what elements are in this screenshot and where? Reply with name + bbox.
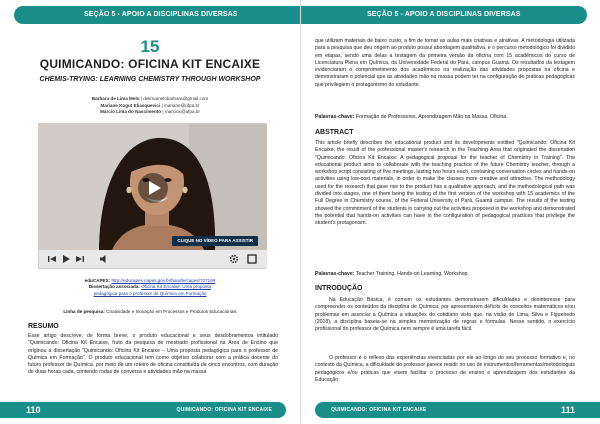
research-line [0,309,300,314]
introduction-heading: INTRODUÇÃO [315,285,363,292]
author-name: Márcio Lima do Nascimento [100,109,162,115]
footer-right [315,402,600,418]
play-icon[interactable] [138,173,168,203]
keywords-pt [315,114,575,121]
introduction-paragraph-2: O professor é o reflexo das experiências vivenciadas por ele ao longo do seu processo formativo e, no contexto da Química, a dificuldade do professor parece residir no uso de instrumentos/ferramentas/metodologias pedagógicos e/ou práticas que visem facilitar o processo de ensino e aprendizagem dos estudantes da Educação [315,355,575,383]
volume-icon[interactable] [99,254,109,264]
keywords-en-text: Teacher Training. Hands-on Learning. Workshop. [355,271,469,277]
educapes-link[interactable]: http://educapes.capes.gov.br/handle/capes/727169 [111,278,216,283]
research-text: Criatividade e Inovação em Processos e Produtos Educacionais [106,309,237,314]
chapter-number: 15 [140,37,160,56]
right-page [300,0,600,424]
author-list [0,96,300,116]
footer-title-right: QUIMICANDO: OFICINA KIT ENCAIXE [331,407,427,413]
author-line: Barbara de Lima Melo | delimamelobarbara@gmail.com [91,96,209,101]
keywords-en [315,271,575,278]
resumo-heading: RESUMO [28,323,59,330]
author-line: Mariane Kogut Eliasquevici | mariane@ufpa.br [100,102,200,108]
skip-forward-icon[interactable] [75,254,85,264]
section-header-left: SEÇÃO 5 - APOIO A DISCIPLINAS DIVERSAS [14,6,300,24]
page-number-right: 111 [560,405,575,415]
reference-links [0,278,300,297]
settings-gear-icon[interactable] [229,254,239,264]
author-email[interactable]: marciox@ufpa.br [164,109,200,115]
dissertation-line-2 [0,291,300,297]
keywords-en-label: Palavras-chave: [315,271,355,277]
author-line: Márcio Lima do Nascimento | marciox@ufpa.br [100,109,200,115]
footer-title-left: QUIMICANDO: OFICINA KIT ENCAIXE [176,407,272,413]
keywords-pt-label: Palavras-chave: [315,114,355,120]
introduction-paragraph-1: Na Educação Básica, é comum os estudantes demonstrarem dificuldades e desinteresse para compreender os conteúdos da disciplina de Química, por apresentarem déficits de conceitos matemáticos e/ou problemas em associar a Química a situações do cotidiano visto que, na visão de Lima, Silva e Figueiredo (2018), a disciplina baseia-se na simples memorização de regras e fórmulas. Nesse sentido, o exercício profissional do professor de Química nem sempre é uma tarefa fácil. [315,297,575,333]
dissertation-link-continued[interactable]: pedagógica para o professor de Química em Formação [93,290,207,296]
skip-back-icon[interactable] [47,254,57,264]
research-label: Linha de pesquisa: [63,309,105,314]
abstract-text: This article briefly describes the educational product and its developments entitled "Quimicando: Oficina Kit Encaixe, the result of the professional master's research in the Teaching Area that originated the dissertation "Quimicando: Oficina Kit Encaixe: A pedagogical proposal for the teacher of Chemistry in Training". The educational product aims to collaborate with the teaching practice of the future Chemistry teacher, through a workshop script consisting of five meetings, lasting two hours each, containing conversation circles and hands-on activities using low-cost materials, in order to make the classes more creative and attractive. The methodology used for the research that gave rise to the product has a qualitative approach, and the methodological path was divided into stages, one of them being the testing of the first version of the workshop with 15 academics of the Full Degree in Chemistry course, of the Federal University of Pará, Guamá campus. The results of the testing showed the commitment of the students in carrying out the activities proposed in the workshop and demonstrated the potential that hands-on activities can have in the configuration of pedagogical practices that privilege the student's protagonism. [315,140,575,227]
dissertation-label: Dissertação associada: [88,284,140,290]
author-email[interactable]: delimamelobarbara@gmail.com [143,96,209,101]
resumo-continued: que utilizam materiais de baixo custo, a fim de tornar as aulas mais criativas e atrativas. A metodologia utilizada para a pesquisa que deu origem ao produto possui abordagem qualitativa, e o percurso metodológico foi dividido em etapas, sendo uma delas a testagem da primeira versão da oficina com 15 acadêmicos do curso de Licenciatura Plena em Química, da Universidade Federal do Pará, campus Guamá. Os resultados da testagem evidenciaram o comprometimento dos acadêmicos na realização das atividades propostas na oficina e demonstraram o potencial que as atividades mão na massa podem ter na configuração de práticas pedagógicas que privilegiem o protagonismo do estudante. [315,38,575,88]
play-small-icon[interactable] [61,254,71,264]
chapter-subtitle: CHEMIS-TRYING: LEARNING CHEMISTRY THROUGH WORKSHOP [39,76,261,83]
footer-left [0,402,286,418]
watch-video-button[interactable]: CLIQUE NO VÍDEO PARA ASSISTIR [172,236,258,246]
resumo-text: Esse artigo descreve, de forma breve, o produto educacional e seus desdobramentos intitulado "Quimicando: Oficina Kit Encaixe, fruto da pesquisa de mestrado profissional na Área de Ensino que originou a dissertação "Quimicando: Oficina Kit Encaixe – Uma proposta pedagógica para o professor de Química em Formação". O produto educacional tem como objetivo colaborar com a prática docente do futuro professor de Química, por meio de um roteiro de oficina constituída de cinco encontros, com duração de duas horas cada, contendo rodas de conversa e atividades mão na massa [28,333,278,376]
author-name: Barbara de Lima Melo [91,96,140,101]
video-player[interactable] [38,123,266,269]
dissertation-link[interactable]: Oficina Kit Encaixe: Uma proposta [141,284,212,290]
video-controls [39,250,267,268]
author-name: Mariane Kogut Eliasquevici [100,102,161,108]
fullscreen-icon[interactable] [247,254,257,264]
educapes-label: eduCAPES: [84,278,111,283]
video-thumbnail[interactable] [39,124,267,252]
chapter-title: QUIMICANDO: OFICINA KIT ENCAIXE [39,57,261,71]
section-header-right: SEÇÃO 5 - APOIO A DISCIPLINAS DIVERSAS [301,6,587,24]
author-email[interactable]: mariane@ufpa.br [163,102,200,108]
keywords-pt-text: Formação de Professores. Aprendizagem Mão na Massa. Oficina. [355,114,508,120]
page-number-left: 110 [26,405,41,415]
abstract-heading: ABSTRACT [315,129,354,136]
